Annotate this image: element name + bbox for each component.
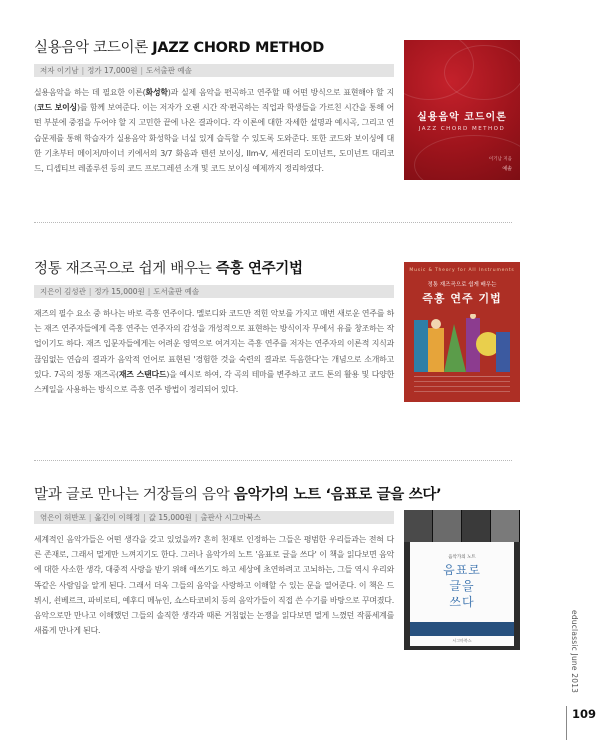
meta-publisher: 도서출판 예솔 bbox=[146, 66, 192, 75]
meta-author: 저자 이기남 bbox=[40, 66, 79, 75]
cover-subtitle: 정통 재즈곡으로 쉽게 배우는 bbox=[427, 282, 497, 288]
cover-title bbox=[410, 562, 514, 610]
section-divider bbox=[34, 222, 512, 223]
book-meta bbox=[34, 64, 394, 77]
book-entry-2 bbox=[34, 259, 394, 397]
page-number: 109 bbox=[572, 707, 597, 721]
description-emphasis: 코드 보이싱 bbox=[36, 103, 77, 113]
cover-panel bbox=[410, 542, 514, 646]
book-title-prefix: 실용음악 코드이론 bbox=[34, 40, 153, 56]
cover-swirl bbox=[444, 45, 520, 100]
book-description bbox=[34, 306, 394, 397]
book-cover-3 bbox=[404, 510, 520, 650]
cover-title: 실용음악 코드이론 bbox=[417, 112, 507, 123]
book-title bbox=[34, 259, 394, 279]
book-cover-1 bbox=[404, 40, 520, 180]
book-title-highlight: 즉흥 연주기법 bbox=[215, 261, 303, 277]
description-text: )과 실제 음악을 편곡하고 연주할 때 어떤 방식으로 표현해야 할 지( bbox=[34, 88, 394, 113]
book-entry-3 bbox=[34, 485, 442, 638]
meta-price: 정가 15,000원 bbox=[94, 287, 145, 296]
description-text: 실용음악을 하는 데 필요한 이론( bbox=[34, 88, 146, 97]
art-shape bbox=[444, 324, 466, 372]
description-emphasis: 화성학 bbox=[145, 88, 168, 97]
cover-subtitle: JAZZ CHORD METHOD bbox=[418, 126, 506, 132]
book-cover-2 bbox=[404, 262, 520, 402]
meta-translator: 옮긴이 이해정 bbox=[94, 513, 141, 522]
cover-track-list bbox=[414, 376, 510, 396]
art-shape bbox=[496, 332, 510, 372]
cover-photo-strip bbox=[404, 510, 520, 542]
section-divider bbox=[34, 460, 512, 461]
meta-separator: | bbox=[88, 287, 92, 296]
cover-subtitle: 음악가의 노트 bbox=[448, 555, 476, 560]
meta-separator: | bbox=[143, 513, 146, 522]
book-description bbox=[34, 85, 394, 176]
cover-publisher: 시그마북스 bbox=[452, 638, 472, 643]
cover-title-line: 쓰다 bbox=[449, 595, 475, 609]
cover-blurb-band bbox=[410, 622, 514, 636]
book-meta bbox=[34, 511, 394, 524]
magazine-issue-label: educlassic June 2013 bbox=[570, 610, 579, 694]
book-title bbox=[34, 485, 442, 505]
description-emphasis: 재즈 스탠다드 bbox=[118, 369, 167, 379]
meta-author: 지은이 김성관 bbox=[40, 287, 86, 296]
description-text: )을 예시로 하여, 각 곡의 테마를 변주하고 코드 톤의 활용 및 다양한 스케일을 사용하는 방식으로 즉흥 연주 방법이 정리되어 있다. bbox=[34, 369, 395, 395]
book-entry-1 bbox=[34, 38, 394, 176]
art-shape bbox=[414, 320, 428, 372]
meta-separator: | bbox=[194, 513, 198, 522]
meta-publisher: 도서출판 예솔 bbox=[153, 287, 200, 296]
art-shape bbox=[428, 328, 444, 372]
cover-title: 즉흥 연주 기법 bbox=[422, 292, 502, 305]
book-title-prefix: 말과 글로 만나는 거장들의 음악 bbox=[34, 487, 234, 503]
book-title-prefix: 정통 재즈곡으로 쉽게 배우는 bbox=[34, 261, 216, 277]
meta-separator: | bbox=[140, 66, 144, 75]
description-text: )를 함께 보여준다. 이는 저자가 오랜 시간 작·편곡하는 직업과 학생들을 가르친 시간을 통해 어떤 부분에 중점을 두어야 할 지 고민한 끝에 나온 결과이다. 각 이론에 대한 자세한 설명과 예시곡, 그리고 연습문제를 통해 학습자가 실용음악 화성학을 너실 있게 습득할 수 있도록 도와준다. 또한 코드와 보이싱에 대한 기초부터 메이저/마이너 키에서의 3/7 화음과 텐션 보이싱, IIm-V, 세컨더리 도미넌트, 도미넌트 대리코드, 디셉티브 레졸루션 등의 코드 프로그레션 소개 및 코드 보이싱 예제까지 정리하였다. bbox=[34, 103, 394, 174]
book-title bbox=[34, 38, 394, 58]
cover-publisher: 예솔 bbox=[502, 166, 512, 172]
meta-separator: | bbox=[88, 513, 92, 522]
meta-publisher: 출판사 시그마북스 bbox=[200, 513, 261, 522]
folio-rule bbox=[566, 706, 567, 740]
art-shape bbox=[431, 319, 441, 329]
book-meta bbox=[34, 285, 394, 298]
description-text: 재즈의 필수 요소 중 하나는 바로 즉흥 연주이다. 멜로디와 코드만 적힌 악보를 가지고 매번 새로운 연주를 하는 재즈 연주자들에게 즉흥 연주는 연주자의 감성을 개성적으로 표현하는 방식이자 무에서 유를 창조하는 작업이기도 하다. 재즈 입문자들에게는 어려운 영역으로 여겨지는 즉흥 연주를 저자는 연주자의 이론적 지식과 끊임없는 연습의 결과가 음악적 언어로 표현된 '경험한 것을 숙련의 결과로 득음한다'는 개념으로 소개하고 있다. 7곡의 정통 재즈곡( bbox=[34, 309, 394, 379]
book-description bbox=[34, 532, 394, 638]
meta-editor: 엮은이 허반포 bbox=[40, 513, 86, 522]
cover-title-line: 글을 bbox=[449, 579, 475, 593]
book-title-highlight: JAZZ CHORD METHOD bbox=[152, 40, 324, 56]
cover-title-line: 음표로 bbox=[443, 563, 481, 577]
cover-series-text: Music & Theory for All Instruments bbox=[409, 268, 515, 273]
meta-price: 정가 17,000원 bbox=[87, 66, 138, 75]
meta-separator: | bbox=[81, 66, 85, 75]
meta-separator: | bbox=[147, 287, 151, 296]
cover-author: 이기남 지음 bbox=[488, 157, 512, 162]
meta-price: 값 15,000원 bbox=[148, 513, 192, 522]
description-text: 세계적인 음악가들은 어떤 생각을 갖고 있었을까? 흔히 천재로 인정하는 그들은 평범한 우리들과는 전혀 다른 존재로, 그래서 멀게만 느껴지기도 한다. 그러나 음악가의 노트 '음표로 글을 쓰다' 이 책을 읽다보면 음악에 대한 사소한 생각, 대중적 사랑을 받기 위해 애쓰기도 하고 세상에 초연하려고 고뇌하는, 그들 역시 우리와 똑같은 사람임을 알게 된다. 그래서 더욱 그들의 음악을 사랑하고 이해할 수 있는 문을 열어준다. 이 책은 드뷔시, 쇤베르크, 파비로티, 예후디 메뉴인, 쇼스타코비치 등의 음악가들이 직접 쓴 수기를 바탕으로 꾸며졌다. 음악으로만 만나고 이해했던 그들의 솔직한 생각과 때론 거침없는 논쟁을 읽다보면 멀게 느꼈던 작품세계를 새롭게 만나게 된다. bbox=[34, 535, 394, 636]
book-title-highlight: 음악가의 노트 ‘음표로 글을 쓰다’ bbox=[233, 487, 442, 503]
cover-musicians-illustration bbox=[414, 314, 510, 372]
